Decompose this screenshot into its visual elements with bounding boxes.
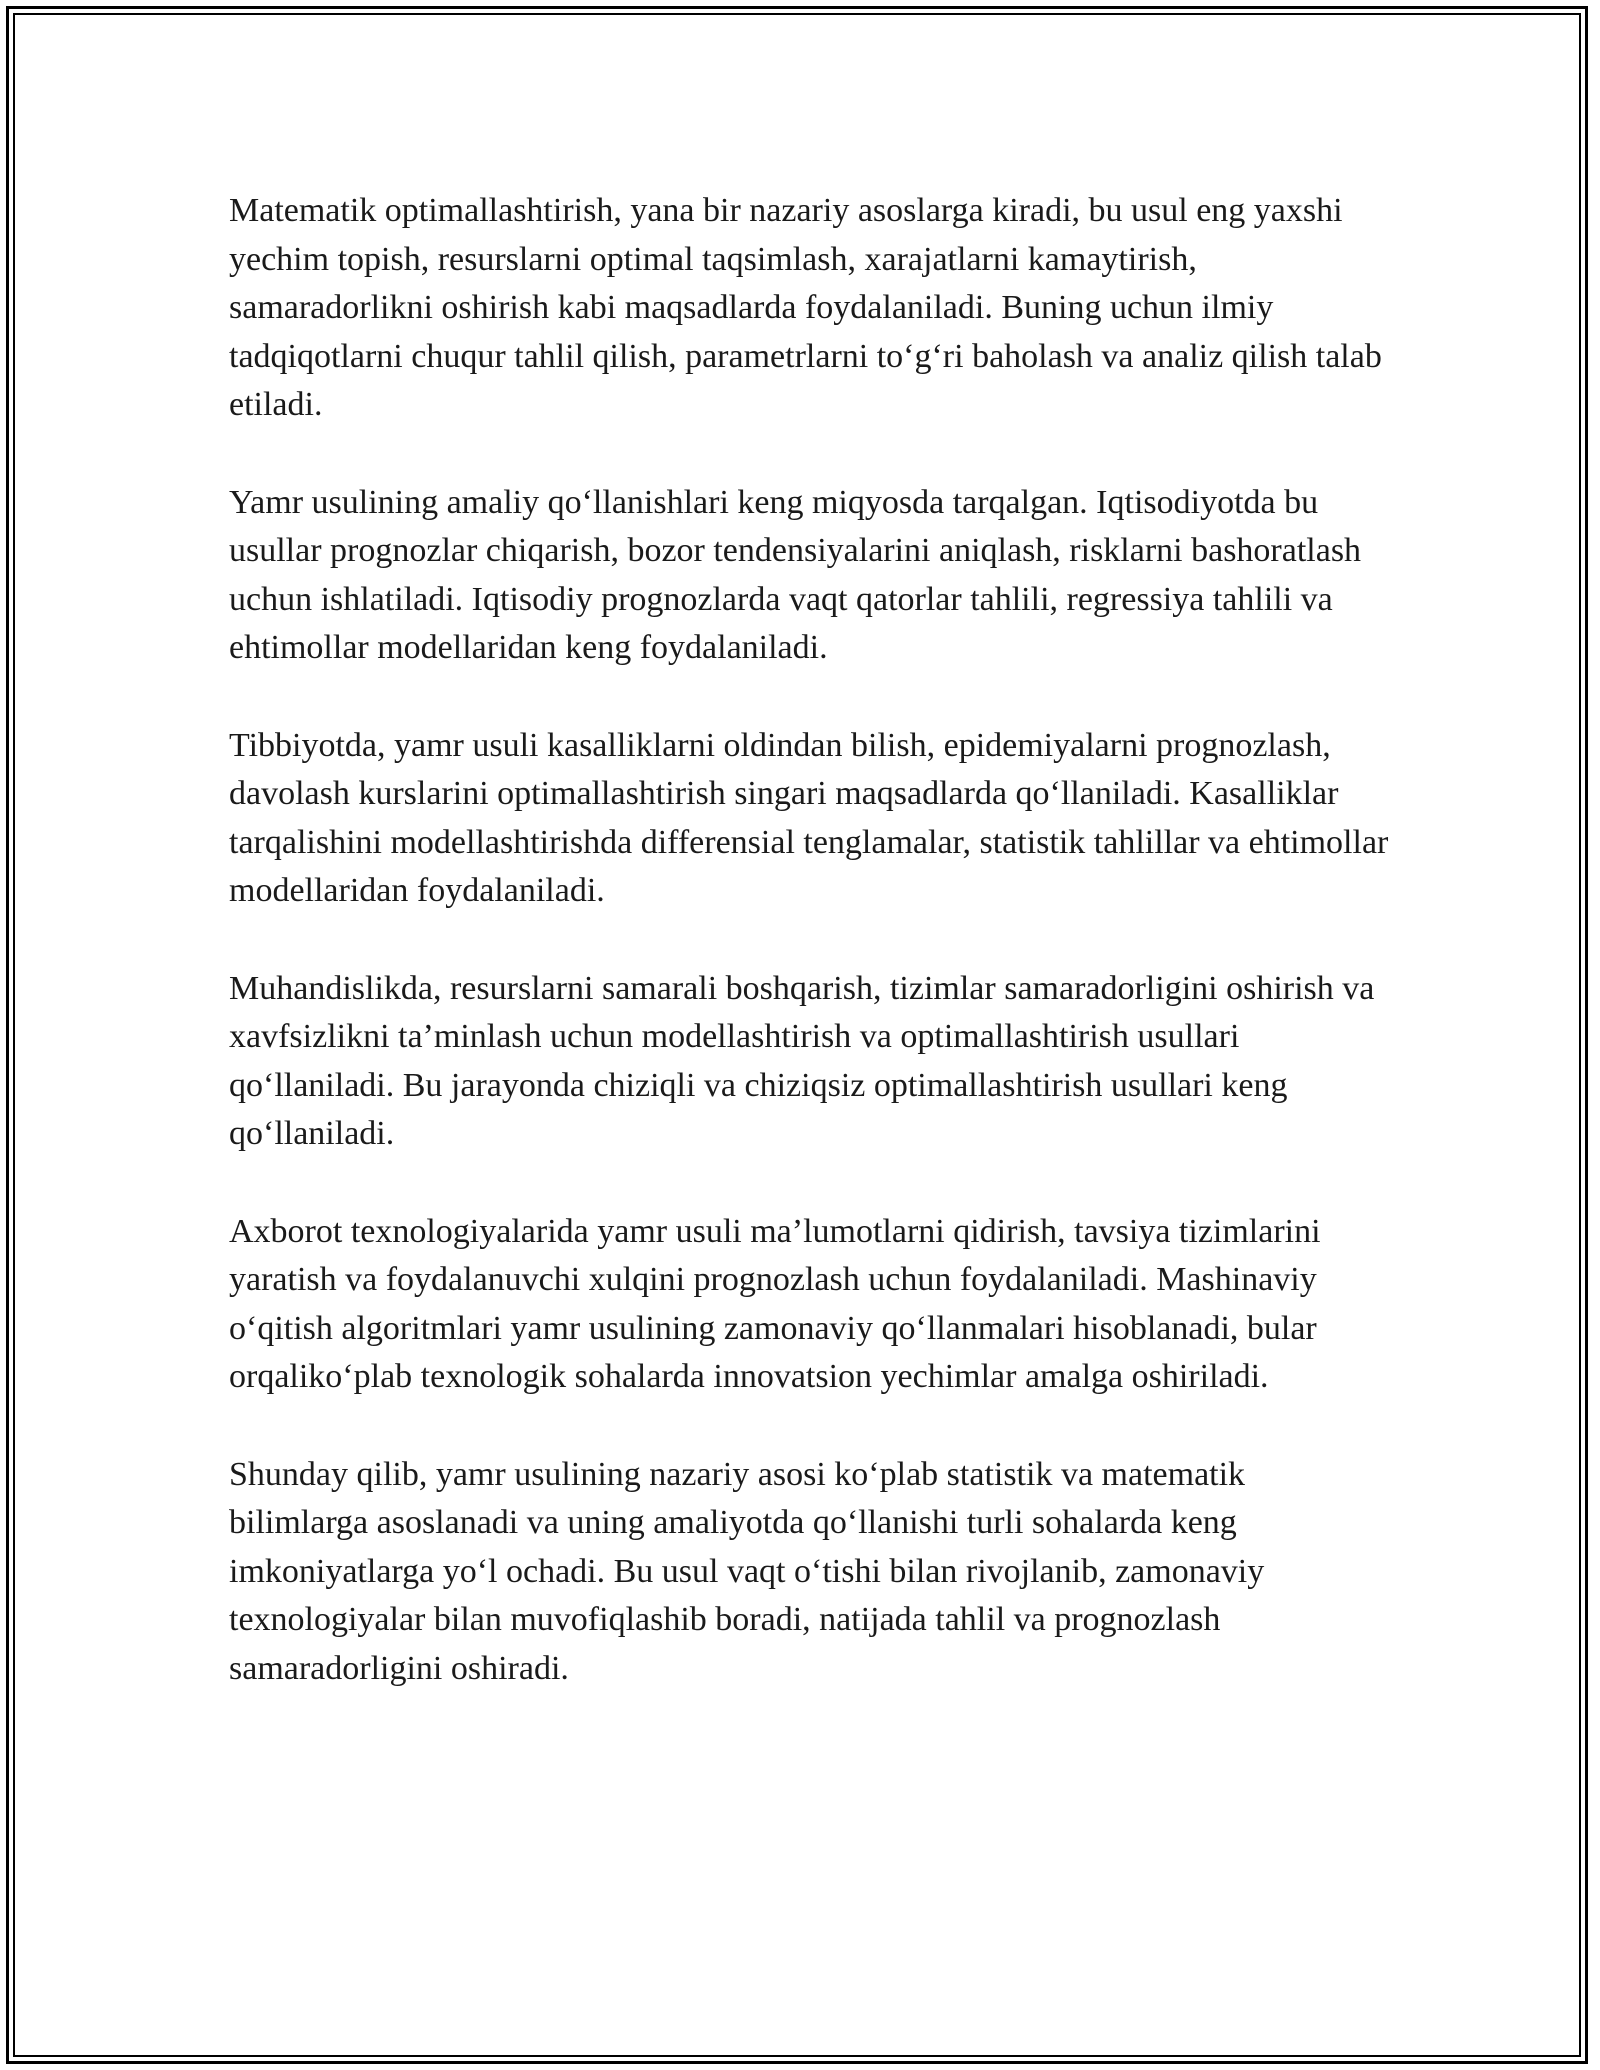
- document-body: [229, 187, 1389, 1693]
- paragraph-medicine: Tibbiyotda, yamr usuli kasalliklarni oldindan bilish, epidemiyalarni prognozlash, davolash kurslarini optimallashtirish singari maqsadlarda qo‘llaniladi. Kasalliklar tarqalishini modellashtirishda differensial tenglamalar, statistik tahlillar va ehtimollar modellaridan foydalaniladi.: [229, 726, 1389, 909]
- paragraph-information-technology: Axborot texnologiyalarida yamr usuli ma’lumotlarni qidirish, tavsiya tizimlarini yaratish va foydalanuvchi xulqini prognozlash uchun foydalaniladi. Mashinaviy o‘qitish algoritmlari yamr usulining zamonaviy qo‘llanmalari hisoblanadi, bular orqaliko‘plab texnologik sohalarda innovatsion yechimlar amalga oshiriladi.: [229, 1212, 1321, 1395]
- paragraph-optimization: Matematik optimallashtirish, yana bir nazariy asoslarga kiradi, bu usul eng yaxshi yechim topish, resurslarni optimal taqsimlash, xarajatlarni kamaytirish, samaradorlikni oshirish kabi maqsadlarda foydalaniladi. Buning uchun ilmiy tadqiqotlarni chuqur tahlil qilish, parametrlarni to‘g‘ri baholash va analiz qilish talab etiladi.: [229, 192, 1382, 423]
- paragraph-economics: Yamr usulining amaliy qo‘llanishlari keng miqyosda tarqalgan. Iqtisodiyotda bu usullar prognozlar chiqarish, bozor tendensiyalarini aniqlash, risklarni bashoratlash uchun ishlatiladi. Iqtisodiy prognozlarda vaqt qatorlar tahlili, regressiya tahlili va ehtimollar modellaridan keng foydalaniladi.: [229, 483, 1362, 666]
- paragraph-engineering: Muhandislikda, resurslarni samarali boshqarish, tizimlar samaradorligini oshirish va xavfsizlikni ta’minlash uchun modellashtirish va optimallashtirish usullari qo‘llaniladi. Bu jarayonda chiziqli va chiziqsiz optimallashtirish usullari keng qo‘llaniladi.: [229, 969, 1375, 1152]
- paragraph-conclusion: Shunday qilib, yamr usulining nazariy asosi ko‘plab statistik va matematik bilimlarga asoslanadi va uning amaliyotda qo‘llanishi turli sohalarda keng imkoniyatlarga yo‘l ochadi. Bu usul vaqt o‘tishi bilan rivojlanib, zamonaviy texnologiyalar bilan muvofiqlashib boradi, natijada tahlil va prognozlash samaradorligini oshiradi.: [229, 1455, 1265, 1687]
